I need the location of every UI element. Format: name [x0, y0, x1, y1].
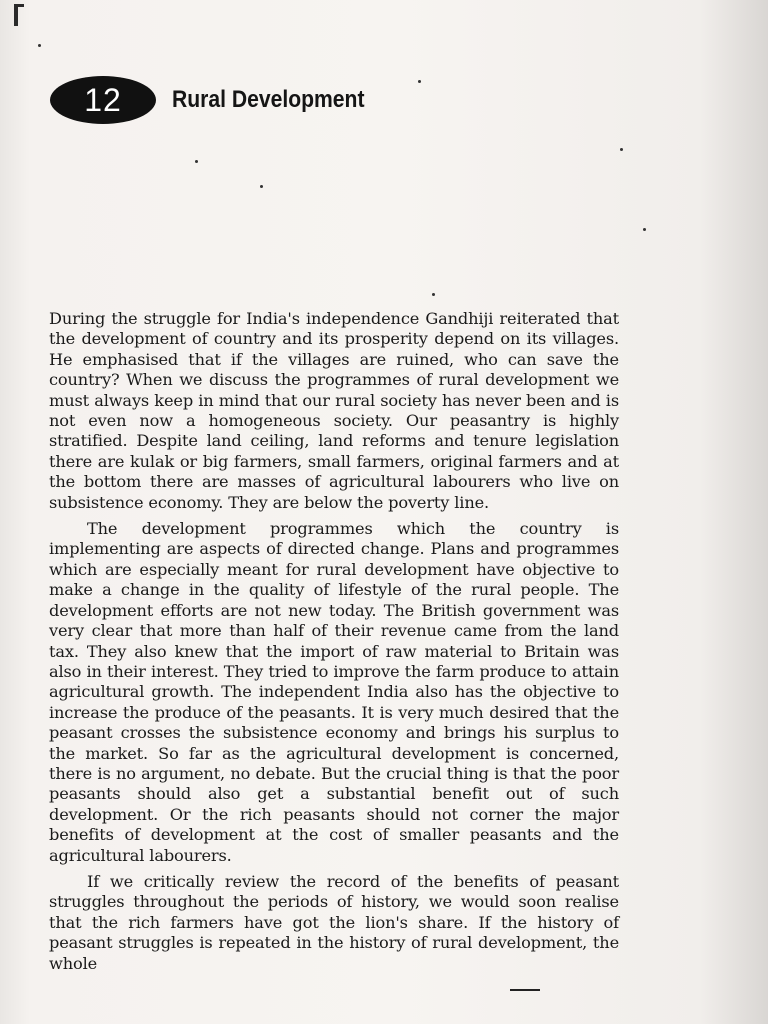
body-text	[49, 309, 619, 974]
page-edge-mark-top	[14, 4, 24, 7]
paragraph: During the struggle for India's independence Gandhiji reiterated that the development of country and its prosperity depend on its villages. He emphasised that if the villages are ruined, who can save the country? When we discuss the programmes of rural development we must always keep in mind that our rural society has never been and is not even now a homogeneous society. Our peasantry is highly stratified. Despite land ceiling, land reforms and tenure legislation there are kulak or big farmers, small farmers, original farmers and at the bottom there are masses of agricultural labourers who live on subsistence economy. They are below the poverty line.	[49, 309, 619, 512]
chapter-title: Rural Development	[172, 86, 365, 113]
scan-speck	[432, 293, 435, 296]
scan-speck	[643, 228, 646, 231]
scan-speck	[418, 80, 421, 83]
scan-speck	[620, 148, 623, 151]
chapter-header	[50, 76, 391, 124]
scan-speck	[195, 160, 198, 163]
scan-speck	[260, 185, 263, 188]
paragraph: The development programmes which the country is implementing are aspects of directed change. Plans and programmes which are especially meant for rural development have objective to make a change in the quality of lifestyle of the rural people. The development efforts are not new today. The British government was very clear that more than half of their revenue came from the land tax. They also knew that the import of raw material to Britain was also in their interest. They tried to improve the farm produce to attain agricultural growth. The independent India also has the objective to increase the produce of the peasants. It is very much desired that the peasant crosses the subsistence economy and brings his surplus to the market. So far as the agricultural development is concerned, there is no argument, no debate. But the crucial thing is that the poor peasants should also get a substantial benefit out of such development. Or the rich peasants should not corner the major benefits of development at the cost of smaller peasants and the agricultural labourers.	[49, 519, 619, 865]
scan-speck	[38, 44, 41, 47]
paragraph: If we critically review the record of the benefits of peasant struggles throughout the periods of history, we would soon realise that the rich farmers have got the lion's share. If the history of peasant struggles is repeated in the history of rural development, the whole	[49, 871, 619, 973]
page-edge-mark	[14, 4, 18, 26]
chapter-number-badge: 12	[50, 76, 156, 124]
footer-dash	[510, 989, 540, 991]
